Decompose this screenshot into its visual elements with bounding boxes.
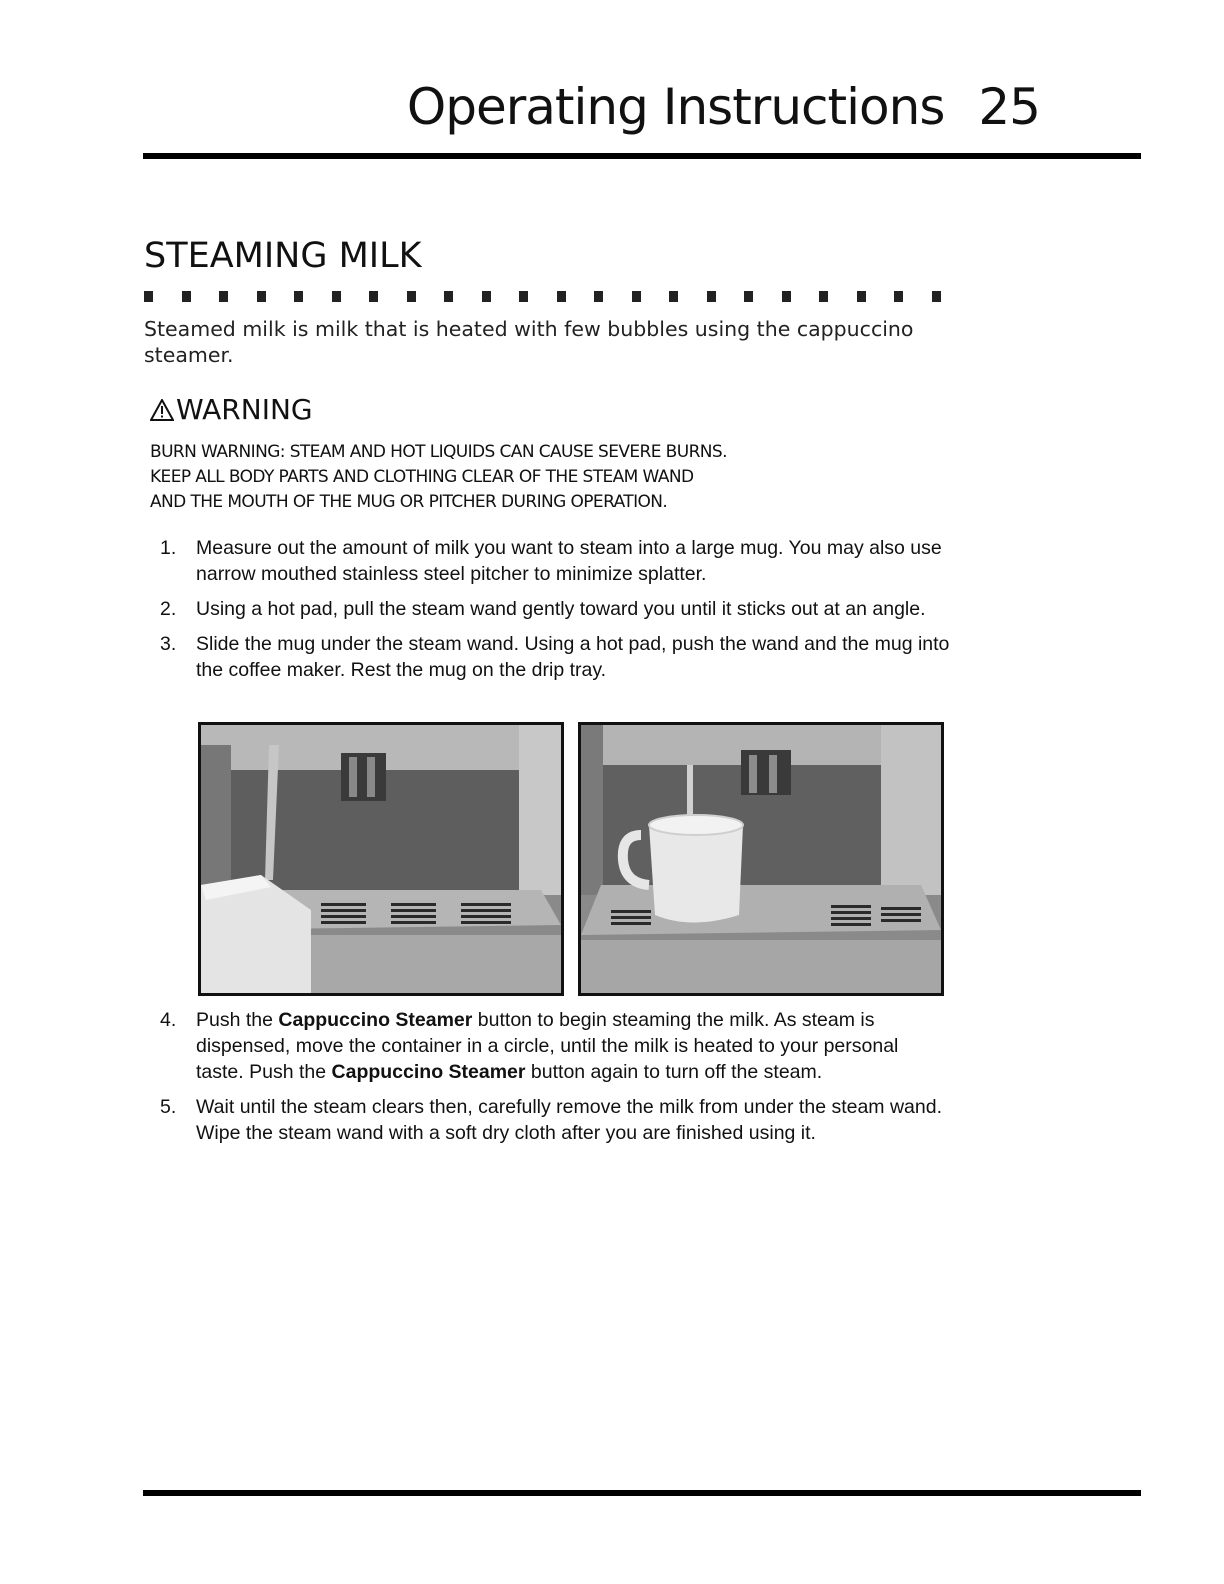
divider-square	[782, 291, 791, 302]
step-number: 4.	[160, 1009, 177, 1031]
divider-square	[294, 291, 303, 302]
warning-heading	[150, 393, 313, 426]
footer-rule	[143, 1490, 1141, 1496]
divider-square	[482, 291, 491, 302]
list-item	[160, 596, 950, 622]
divider-square	[932, 291, 941, 302]
warning-text	[150, 440, 727, 515]
divider-square	[519, 291, 528, 302]
pitcher-photo-image	[201, 725, 561, 993]
step-text: Using a hot pad, pull the steam wand gently toward you until it sticks out at an angle.	[196, 598, 926, 620]
step-number: 1.	[160, 537, 177, 559]
divider-square	[332, 291, 341, 302]
list-item	[160, 1007, 950, 1085]
list-item	[160, 1094, 950, 1146]
page-number: 25	[978, 78, 1040, 136]
divider-square	[557, 291, 566, 302]
divider-square	[632, 291, 641, 302]
step-text: Wait until the steam clears then, carefully remove the milk from under the steam wand. Wipe the steam wand with a soft dry cloth after you are finished using it.	[196, 1096, 943, 1144]
list-item	[160, 535, 950, 587]
photo-mug-under-wand	[578, 722, 944, 996]
step-text: Slide the mug under the steam wand. Using a hot pad, push the wand and the mug into the coffee maker. Rest the mug on the drip tray.	[196, 633, 950, 681]
divider-square	[144, 291, 153, 302]
divider-square	[407, 291, 416, 302]
warning-line: KEEP ALL BODY PARTS AND CLOTHING CLEAR OF THE STEAM WAND	[150, 467, 694, 487]
header-rule	[143, 153, 1141, 159]
warning-line: AND THE MOUTH OF THE MUG OR PITCHER DURING OPERATION.	[150, 492, 668, 512]
divider-square	[894, 291, 903, 302]
divider-square	[669, 291, 678, 302]
list-item	[160, 631, 950, 683]
step-number: 5.	[160, 1096, 177, 1118]
button-name-emphasis: Cappuccino Steamer	[331, 1061, 526, 1083]
mug-photo-image	[581, 725, 941, 993]
step-text: Measure out the amount of milk you want to steam into a large mug. You may also use narrow mouthed stainless steel pitcher to minimize splatter.	[196, 537, 942, 585]
photo-pitcher-under-wand	[198, 722, 564, 996]
divider-square	[594, 291, 603, 302]
header-title: Operating Instructions	[406, 78, 945, 136]
intro-paragraph: Steamed milk is milk that is heated with few bubbles using the cappuccino steamer.	[144, 317, 914, 367]
warning-triangle-icon	[150, 399, 174, 421]
divider-square	[369, 291, 378, 302]
section-title: STEAMING MILK	[144, 236, 422, 276]
divider-square	[744, 291, 753, 302]
step-text-part: button to begin steaming the milk. As steam is dispensed, move the container in a circle, until the milk is heated to your personal taste. Push the	[196, 1009, 899, 1083]
steps-list-top	[160, 535, 950, 692]
step-number: 3.	[160, 633, 177, 655]
page-header	[0, 78, 1040, 136]
button-name-emphasis: Cappuccino Steamer	[278, 1009, 473, 1031]
dotted-divider	[144, 291, 944, 303]
divider-square	[182, 291, 191, 302]
step-text-part: Push the	[196, 1009, 279, 1031]
step-text-part: button again to turn off the steam.	[525, 1061, 823, 1083]
divider-square	[819, 291, 828, 302]
step-text	[196, 1009, 898, 1083]
steps-list-bottom	[160, 1007, 950, 1155]
divider-square	[444, 291, 453, 302]
warning-line: BURN WARNING: STEAM AND HOT LIQUIDS CAN CAUSE SEVERE BURNS.	[150, 442, 727, 462]
divider-square	[219, 291, 228, 302]
divider-square	[257, 291, 266, 302]
divider-square	[857, 291, 866, 302]
step-number: 2.	[160, 598, 177, 620]
divider-square	[707, 291, 716, 302]
warning-title: WARNING	[176, 393, 313, 426]
